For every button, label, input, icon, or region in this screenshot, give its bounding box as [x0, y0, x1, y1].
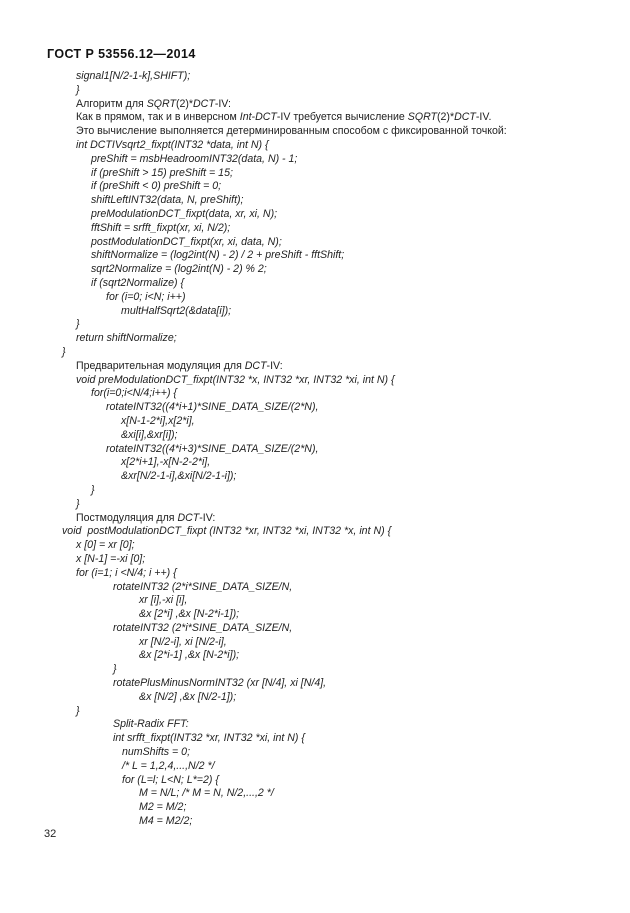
document-line	[122, 760, 215, 773]
document-line	[76, 498, 80, 511]
document-line	[76, 360, 283, 373]
document-line	[76, 98, 231, 111]
document-line	[113, 732, 305, 745]
code-text: }	[76, 497, 80, 510]
code-text: rotateINT32((4*i+3)*SINE_DATA_SIZE/(2*N),	[106, 442, 319, 455]
code-text: M4 = M2/2;	[139, 815, 193, 827]
document-line	[113, 677, 326, 690]
code-text: }	[76, 83, 80, 96]
code-text: xr [N/2-i], xi [N/2-i],	[139, 635, 227, 648]
document-line	[139, 787, 274, 800]
code-text: DCT	[193, 97, 215, 110]
document-line	[121, 456, 210, 469]
code-text: int srfft_fixpt(INT32 *xr, INT32 *xi, int N) {	[113, 732, 305, 745]
code-text: int DCTIVsqrt2_fixpt(INT32 *data, int N) {	[76, 139, 269, 151]
code-text: for (i=1; i <N/4; i ++) {	[76, 566, 177, 579]
body-text: -IV:	[266, 359, 283, 372]
document-line	[91, 194, 244, 207]
code-text: void preModulationDCT_fixpt(INT32 *x, INT32 *xr, INT32 *xi, int N) {	[76, 373, 395, 386]
code-text: for (i=0; i<N; i++)	[106, 290, 186, 303]
code-text: x[2*i+1],-x[N-2-2*i],	[121, 456, 211, 469]
document-line	[76, 70, 190, 83]
code-text: postModulationDCT_fixpt(xr, xi, data, N);	[91, 235, 282, 248]
document-line	[113, 622, 292, 635]
code-text: preModulationDCT_fixpt(data, xr, xi, N);	[91, 208, 278, 220]
code-text: sqrt2Normalize = (log2int(N) - 2) % 2;	[91, 263, 267, 276]
code-text: &xi[i],&xr[i]);	[121, 428, 178, 441]
document-line	[76, 111, 491, 124]
code-text: M = N/L; /* M = N, N/2,...,2 */	[139, 787, 274, 800]
code-text: numShifts = 0;	[122, 746, 191, 758]
document-line	[91, 236, 282, 249]
body-text: Постмодуляция для	[76, 511, 178, 524]
document-line	[121, 305, 231, 318]
code-text: xr [i],-xi [i],	[139, 594, 188, 607]
code-text: return shiftNormalize;	[76, 332, 177, 345]
code-text: /* L = 1,2,4,...,N/2 */	[122, 759, 215, 772]
code-text: if (sqrt2Normalize) {	[91, 276, 185, 289]
code-text: rotateINT32 (2*i*SINE_DATA_SIZE/N,	[113, 580, 293, 593]
document-line	[122, 774, 219, 787]
code-text: void postModulationDCT_fixpt (INT32 *xr, INT32 *xi, INT32 *x, int N) {	[62, 525, 392, 538]
code-text: }	[62, 345, 66, 358]
document-line	[76, 84, 80, 97]
code-text: rotatePlusMinusNormINT32 (xr [N/4], xi [N/4],	[113, 677, 327, 689]
code-text: &x [N/2] ,&x [N/2-1]);	[139, 690, 237, 703]
code-text: DCT	[177, 511, 200, 524]
document-line	[106, 401, 318, 414]
document-line	[76, 539, 135, 552]
document-line	[76, 332, 177, 345]
code-text: preShift = msbHeadroomINT32(data, N) - 1;	[91, 152, 298, 165]
document-line	[62, 525, 391, 538]
code-text: }	[76, 704, 80, 717]
code-text: shiftLeftINT32(data, N, preShift);	[91, 194, 244, 207]
document-line	[91, 222, 230, 235]
document-line	[76, 318, 80, 331]
document-line	[121, 415, 195, 428]
code-text: fftShift = srfft_fixpt(xr, xi, N/2);	[91, 221, 231, 234]
code-text: Int-DCT	[239, 111, 277, 124]
code-text: &x [2*i-1] ,&x [N-2*i]);	[139, 649, 240, 662]
body-text: -IV:	[199, 511, 216, 524]
document-line	[91, 277, 184, 290]
body-text: (2)*	[437, 111, 455, 124]
document-line	[91, 249, 344, 262]
page-number: 32	[44, 828, 57, 840]
document-line	[139, 636, 227, 649]
code-text: SQRT	[407, 111, 438, 124]
code-text: x [N-1] =-xi [0];	[76, 552, 146, 565]
document-line	[139, 801, 186, 814]
code-text: multHalfSqrt2(&data[i]);	[121, 304, 232, 317]
document-line	[76, 139, 269, 152]
body-text: Предварительная модуляция для	[76, 359, 245, 372]
document-line	[91, 180, 221, 193]
code-text: &x [2*i] ,&x [N-2*i-1]);	[139, 608, 240, 621]
code-text: Split-Radix FFT:	[113, 718, 189, 731]
document-line	[139, 649, 239, 662]
document-line	[91, 387, 177, 400]
code-text: }	[76, 318, 80, 331]
code-text: if (preShift < 0) preShift = 0;	[91, 180, 222, 193]
code-text: DCT	[454, 111, 476, 124]
body-text: Как в прямом, так и в инверсном	[76, 111, 240, 124]
document-line	[113, 718, 189, 731]
code-text: &xr[N/2-1-i],&xi[N/2-1-i]);	[121, 470, 237, 483]
body-text: (2)*	[175, 97, 194, 110]
document-line	[139, 608, 239, 621]
document-line	[76, 705, 80, 718]
document-line	[113, 663, 117, 676]
document-line	[139, 691, 236, 704]
document-line	[139, 594, 187, 607]
document-line	[121, 429, 178, 442]
body-text: -IV:	[214, 97, 231, 110]
code-text: SQRT	[146, 97, 176, 110]
body-text: -IV требуется вычисление	[276, 111, 408, 124]
code-text: rotateINT32 (2*i*SINE_DATA_SIZE/N,	[113, 621, 293, 634]
code-text: shiftNormalize = (log2int(N) - 2) / 2 + preShift - fftShift;	[91, 249, 345, 262]
document-line	[62, 346, 66, 359]
body-text: Алгоритм для	[76, 97, 147, 110]
document-line	[91, 263, 267, 276]
code-text: x [0] = xr [0];	[76, 539, 135, 552]
document-line	[76, 567, 177, 580]
document-line	[91, 153, 297, 166]
document-line	[122, 746, 190, 759]
document-line	[91, 208, 277, 221]
code-text: }	[91, 483, 95, 496]
document-line	[121, 470, 236, 483]
document-line	[76, 553, 145, 566]
code-text: signal1[N/2-1-k],SHIFT);	[76, 70, 191, 82]
body-text: Это вычисление выполняется детерминированным способом с фиксированной точкой:	[76, 125, 507, 138]
code-text: for(i=0;i<N/4;i++) {	[91, 387, 177, 400]
document-line	[91, 167, 233, 180]
body-text: -IV.	[475, 111, 492, 124]
code-text: rotateINT32((4*i+1)*SINE_DATA_SIZE/(2*N),	[106, 401, 319, 414]
code-text: for (L=l; L<N; L*=2) {	[122, 773, 219, 786]
document-line	[113, 581, 292, 594]
document-line	[139, 815, 192, 828]
document-line	[76, 374, 395, 387]
code-text: if (preShift > 15) preShift = 15;	[91, 166, 233, 179]
code-text: }	[113, 663, 117, 676]
document-line	[76, 512, 215, 525]
document-line	[106, 443, 318, 456]
document-line	[91, 484, 95, 497]
document-header-standard-id: ГОСТ Р 53556.12—2014	[47, 47, 196, 61]
document-line	[76, 125, 507, 138]
code-text: DCT	[244, 359, 267, 372]
code-text: x[N-1-2*i],x[2*i],	[121, 414, 195, 427]
document-line	[106, 291, 185, 304]
code-text: M2 = M/2;	[139, 801, 187, 814]
